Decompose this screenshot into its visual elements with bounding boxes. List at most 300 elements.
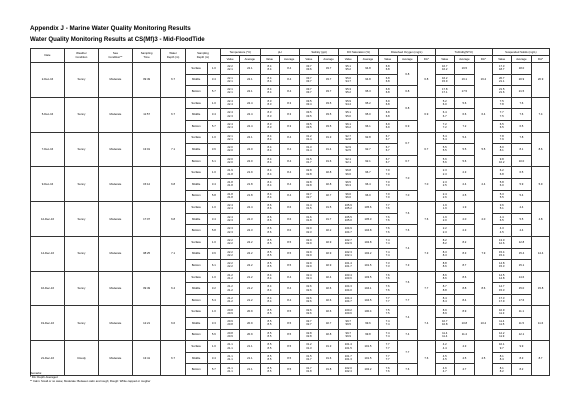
ss-average: 9.9 <box>511 341 531 353</box>
sampling-depth-cell: 1.0 <box>207 271 221 283</box>
salinity-average: 32.2 <box>318 225 338 237</box>
do-values: 7.6 7.6 <box>378 364 397 376</box>
ph-average: 8.5 <box>279 364 299 376</box>
temperature-average: 22.1 <box>240 74 260 86</box>
salinity-average: 31.6 <box>318 155 338 167</box>
level-cell: Bottom <box>185 260 207 272</box>
ph-value-header: Value <box>260 56 279 63</box>
temperature-average: 21.2 <box>240 283 260 295</box>
sampling-time-cell: 15:12 <box>132 167 161 202</box>
temperature-values: 22.4 22.4 <box>221 202 240 214</box>
ph-values: 8.5 8.5 <box>260 306 279 318</box>
do-saturation-values: 102.0 102.4 <box>339 364 358 376</box>
temperature-values: 22.1 22.1 <box>221 86 240 98</box>
ph-values: 8.4 8.4 <box>260 63 279 75</box>
ss-average: 12.1 <box>511 329 531 341</box>
temperature-values: 22.4 22.4 <box>221 97 240 109</box>
temperature-average: 20.9 <box>240 329 260 341</box>
temperature-average: 21.2 <box>240 294 260 306</box>
do-average-bottom: 7.6 <box>397 364 417 376</box>
temperature-values: 22.1 22.1 <box>221 132 240 144</box>
ss-da: 7.4 <box>532 97 550 132</box>
ph-average: 8.4 <box>279 74 299 86</box>
do-saturation-average: 100.4 <box>358 306 378 318</box>
do-values: 7.4 7.4 <box>378 248 397 260</box>
sampling-depth-cell: 1.0 <box>207 236 221 248</box>
page-subtitle: Water Quality Monitoring Results at CS(Mf)3 - Mid-FloodTide <box>30 36 205 43</box>
temperature-values: 20.8 20.9 <box>221 329 240 341</box>
temperature-values: 21.9 21.8 <box>221 167 240 179</box>
turbidity-average: 5.6 <box>454 97 474 109</box>
temperature-values: 21.1 21.1 <box>221 352 240 364</box>
temperature-average: 22.4 <box>240 202 260 214</box>
salinity-average: 31.3 <box>318 132 338 144</box>
temperature-average: 22.0 <box>240 144 260 156</box>
do-values: 7.6 7.6 <box>378 283 397 295</box>
temperature-average: 22.1 <box>240 63 260 75</box>
ss-average: 15.4 <box>511 248 531 260</box>
level-cell: Bottom <box>185 190 207 202</box>
remarks-title: Remarks: <box>30 371 42 375</box>
do-saturation-average: 96.1 <box>358 120 378 132</box>
sampling-depth-cell: 5.8 <box>207 225 221 237</box>
temperature-values: 21.8 21.8 <box>221 190 240 202</box>
turbidity-values: 16.2 15.9 <box>435 74 454 86</box>
ss-average: 8.2 <box>511 364 531 376</box>
salinity-values: 32.0 32.3 <box>299 225 318 237</box>
ss-da: 11.6 <box>532 306 550 341</box>
salinity-values: 32.7 32.7 <box>299 190 318 202</box>
ss-values: 12.2 11.9 <box>492 329 511 341</box>
do-da-header: DA* <box>418 56 436 63</box>
ph-values: 8.5 8.5 <box>260 248 279 260</box>
salinity-values: 32.8 32.8 <box>299 167 318 179</box>
ss-da: 5.9 <box>532 167 550 202</box>
ss-average: 5.9 <box>511 178 531 190</box>
salinity-average: 32.8 <box>318 167 338 179</box>
turbidity-average: 7.2 <box>454 120 474 132</box>
table-row <box>31 236 550 248</box>
do-saturation-values: 104.4 104.7 <box>339 294 358 306</box>
temperature-average: 22.4 <box>240 120 260 132</box>
do-saturation-values: 100.2 100.6 <box>339 306 358 318</box>
ph-values: 8.6 8.6 <box>260 225 279 237</box>
table-row <box>31 202 550 214</box>
salinity-average: 33.7 <box>318 63 338 75</box>
turbidity-values: 8.2 8.2 <box>435 236 454 248</box>
sampling-depth-cell: 1.0 <box>207 97 221 109</box>
do-values: 7.6 7.6 <box>378 225 397 237</box>
ss-average: 4.4 <box>511 225 531 237</box>
ss-average: 20.9 <box>511 74 531 86</box>
table-row <box>31 167 550 179</box>
do-values: 7.3 7.3 <box>378 260 397 272</box>
do-values: 6.8 6.8 <box>378 109 397 121</box>
ss-da: 15.8 <box>532 271 550 306</box>
temperature-values: 22.1 22.1 <box>221 74 240 86</box>
sampling-depth-cell: 6.1 <box>207 155 221 167</box>
turbidity-values: 5.2 6.0 <box>435 97 454 109</box>
ph-average: 8.6 <box>279 202 299 214</box>
ss-average: 14.6 <box>511 271 531 283</box>
weather-cell: Sunny <box>64 306 98 341</box>
date-cell: 7-Dec-16 <box>31 132 65 167</box>
salinity-values: 33.5 33.4 <box>299 97 318 109</box>
level-cell: Bottom <box>185 86 207 98</box>
table-row <box>31 132 550 144</box>
turbidity-values: 10.7 10.8 <box>435 318 454 330</box>
temperature-values: 21.1 21.1 <box>221 341 240 353</box>
temperature-average: 22.4 <box>240 97 260 109</box>
ss-average: 11.5 <box>511 318 531 330</box>
ss-values: 13.0 12.6 <box>492 236 511 248</box>
ss-values: 21.5 21.6 <box>492 86 511 98</box>
ph-average: 8.4 <box>279 271 299 283</box>
do-average-bottom: 6.8 <box>397 86 417 98</box>
sea-condition-cell: Moderate <box>98 132 132 167</box>
do-average: 7.4 <box>397 306 417 329</box>
ss-average: 6.5 <box>511 120 531 132</box>
sampling-depth-cell: 5.7 <box>207 120 221 132</box>
temperature-values: 22.0 22.0 <box>221 144 240 156</box>
salinity-values: 31.3 31.4 <box>299 144 318 156</box>
turbidity-average: 4.5 <box>454 352 474 364</box>
salinity-average: 31.8 <box>318 364 338 376</box>
turbidity-values: 2.2 2.3 <box>435 225 454 237</box>
dos-value-header: Value <box>339 56 358 63</box>
weather-cell: Sunny <box>64 97 98 132</box>
sampling-depth-cell: 1.0 <box>207 306 221 318</box>
sampling-time-cell: 13:01 <box>132 132 161 167</box>
level-cell: Surface <box>185 97 207 109</box>
ph-average: 8.5 <box>279 248 299 260</box>
do-saturation-average: 94.8 <box>358 63 378 75</box>
turbidity-average: 17.5 <box>454 86 474 98</box>
temperature-average: 22.1 <box>240 132 260 144</box>
level-cell: Middle <box>185 144 207 156</box>
turbidity-da: 16.4 <box>475 63 493 98</box>
salinity-average: 33.5 <box>318 120 338 132</box>
ph-values: 8.4 8.4 <box>260 190 279 202</box>
turbidity-average: 5.5 <box>454 144 474 156</box>
turbidity-values: 2.4 2.6 <box>435 190 454 202</box>
sea-condition-cell: Moderate <box>98 271 132 306</box>
temperature-values: 21.8 21.8 <box>221 178 240 190</box>
do-da: 6.9 <box>418 97 436 132</box>
ss-values: 15.4 15.4 <box>492 248 511 260</box>
salinity-values: 32.8 32.8 <box>299 329 318 341</box>
salinity-values: 32.9 32.9 <box>299 260 318 272</box>
temperature-average: 21.8 <box>240 178 260 190</box>
temperature-values: 21.2 21.2 <box>221 294 240 306</box>
header-date: Date <box>31 49 65 63</box>
turbidity-da: 6.4 <box>475 97 493 132</box>
do-saturation-values: 95.9 94.4 <box>339 97 358 109</box>
sampling-time-cell: 08:25 <box>132 236 161 271</box>
do-saturation-average: 92.1 <box>358 155 378 167</box>
ss-values: 11.4 11.5 <box>492 318 511 330</box>
date-cell: 9-Dec-16 <box>31 167 65 202</box>
ph-values: 8.4 8.4 <box>260 167 279 179</box>
do-saturation-values: 92.9 92.5 <box>339 144 358 156</box>
do-values: 7.5 7.5 <box>378 306 397 318</box>
turbidity-da: 4.5 <box>475 341 493 376</box>
ph-values: 8.4 8.4 <box>260 132 279 144</box>
sampling-depth-cell: 1.0 <box>207 202 221 214</box>
ph-average: 8.5 <box>279 318 299 330</box>
do-values: 7.7 7.7 <box>378 352 397 364</box>
weather-cell: Sunny <box>64 271 98 306</box>
do-average: 6.8 <box>397 97 417 120</box>
level-cell: Surface <box>185 167 207 179</box>
ss-values: 8.1 8.4 <box>492 352 511 364</box>
ph-values: 8.5 8.5 <box>260 260 279 272</box>
ss-average: 15.0 <box>511 283 531 295</box>
do-saturation-values: 99.7 99.5 <box>339 318 358 330</box>
date-cell: 2-Dec-16 <box>31 63 65 98</box>
sea-condition-cell: Moderate <box>98 341 132 376</box>
sampling-depth-cell: 3.4 <box>207 109 221 121</box>
do-average: 7.0 <box>397 167 417 190</box>
ss-average: 7.6 <box>511 109 531 121</box>
do-values: 6.8 6.8 <box>378 63 397 75</box>
do-saturation-average: 102.2 <box>358 364 378 376</box>
do-saturation-values: 103.4 103.6 <box>339 271 358 283</box>
ph-values: 8.5 8.5 <box>260 318 279 330</box>
do-saturation-values: 105.5 105.0 <box>339 213 358 225</box>
do-saturation-values: 105.9 105.2 <box>339 202 358 214</box>
salinity-average: 32.9 <box>318 248 338 260</box>
turbidity-average: 11.4 <box>454 329 474 341</box>
ph-average-header: Average <box>279 56 299 63</box>
ph-average: 8.5 <box>279 329 299 341</box>
ss-da: 14.4 <box>532 236 550 271</box>
do-values: 7.4 7.4 <box>378 329 397 341</box>
temperature-values: 22.4 22.3 <box>221 109 240 121</box>
weather-cell: Sunny <box>64 132 98 167</box>
table-row <box>31 271 550 283</box>
do-values: 7.4 7.4 <box>378 236 397 248</box>
ph-values: 8.4 8.4 <box>260 74 279 86</box>
do-values: 7.7 7.7 <box>378 294 397 306</box>
level-cell: Bottom <box>185 120 207 132</box>
do-saturation-average: 105.3 <box>358 213 378 225</box>
date-cell: 16-Dec-16 <box>31 271 65 306</box>
temp-average-header: Average <box>240 56 260 63</box>
level-cell: Surface <box>185 202 207 214</box>
ss-values: 17.3 17.9 <box>492 294 511 306</box>
sampling-depth-cell: 1.0 <box>207 63 221 75</box>
temperature-values: 21.2 21.2 <box>221 271 240 283</box>
temperature-average: 22.1 <box>240 86 260 98</box>
do-values: 7.6 7.6 <box>378 213 397 225</box>
water-depth-cell: 6.7 <box>161 63 185 98</box>
ss-values: 14.5 14.8 <box>492 271 511 283</box>
sal-average-header: Average <box>318 56 338 63</box>
turbidity-average: 8.4 <box>454 294 474 306</box>
sampling-time-cell: 09:49 <box>132 271 161 306</box>
ss-average: 11.1 <box>511 306 531 318</box>
ss-da: 8.6 <box>532 132 550 167</box>
do-average-bottom: 6.9 <box>397 120 417 132</box>
sampling-time-cell: 17:07 <box>132 202 161 237</box>
header-salinity: Salinity (ppt) <box>299 49 338 56</box>
do-da: 7.0 <box>418 167 436 202</box>
turbidity-average: 8.8 <box>454 283 474 295</box>
sea-condition-cell: Moderate <box>98 236 132 271</box>
date-cell: 19-Dec-16 <box>31 306 65 341</box>
sampling-time-cell: 11:57 <box>132 97 161 132</box>
turbidity-average: 6.6 <box>454 109 474 121</box>
turbidity-average: 8.9 <box>454 306 474 318</box>
temperature-values: 22.4 22.4 <box>221 120 240 132</box>
ss-average: 7.8 <box>511 132 531 144</box>
level-cell: Middle <box>185 74 207 86</box>
remarks-note-da: * DA: Depth-Averaged <box>30 375 58 380</box>
turbidity-values: 4.6 4.7 <box>435 364 454 376</box>
ss-values: 7.7 7.5 <box>492 109 511 121</box>
salinity-values: 33.5 33.5 <box>299 109 318 121</box>
level-cell: Surface <box>185 132 207 144</box>
do-saturation-average: 95.3 <box>358 86 378 98</box>
ph-values: 8.3 8.3 <box>260 97 279 109</box>
turbidity-values: 5.5 5.5 <box>435 144 454 156</box>
header-water-depth: Water Depth (m) <box>161 49 185 63</box>
ss-average: 12.8 <box>511 236 531 248</box>
do-saturation-average: 103.5 <box>358 271 378 283</box>
temperature-values: 22.2 22.2 <box>221 248 240 260</box>
turbidity-value-header: Value <box>435 56 454 63</box>
salinity-average: 33.7 <box>318 74 338 86</box>
ph-values: 8.5 8.5 <box>260 352 279 364</box>
sampling-depth-cell: 6.1 <box>207 260 221 272</box>
ph-values: 8.4 8.4 <box>260 283 279 295</box>
temperature-average: 21.2 <box>240 271 260 283</box>
header-suspended-solids: Suspended Solids (mg/L) <box>492 49 549 56</box>
turbidity-da-header: DA* <box>475 56 493 63</box>
ss-values: 10.1 9.7 <box>492 341 511 353</box>
salinity-average: 32.6 <box>318 306 338 318</box>
salinity-average: 32.6 <box>318 283 338 295</box>
sampling-depth-cell: 3.4 <box>207 213 221 225</box>
do-average: 6.8 <box>397 63 417 86</box>
do-saturation-average: 104.1 <box>358 283 378 295</box>
salinity-values: 31.5 31.7 <box>299 155 318 167</box>
level-cell: Middle <box>185 213 207 225</box>
turbidity-values: 17.8 17.1 <box>435 86 454 98</box>
sampling-depth-cell: 1.0 <box>207 341 221 353</box>
water-depth-cell: 6.8 <box>161 202 185 237</box>
ss-values: 3.6 5.1 <box>492 202 511 214</box>
ph-average: 8.4 <box>279 132 299 144</box>
salinity-values: 31.2 31.4 <box>299 132 318 144</box>
header-do-saturation: DO Saturation (%) <box>339 49 378 56</box>
salinity-values: 31.6 31.8 <box>299 213 318 225</box>
header-weather: Weather Condition <box>64 49 98 63</box>
sampling-depth-cell: 3.6 <box>207 248 221 260</box>
ph-values: 8.4 8.4 <box>260 155 279 167</box>
ss-da: 8.7 <box>532 341 550 376</box>
ph-values: 8.4 8.4 <box>260 271 279 283</box>
do-saturation-average: 92.7 <box>358 144 378 156</box>
turbidity-average-header: Average <box>454 56 474 63</box>
temperature-average: 21.1 <box>240 352 260 364</box>
do-saturation-average: 101.5 <box>358 260 378 272</box>
ss-values: 4.3 4.5 <box>492 225 511 237</box>
temperature-average: 22.2 <box>240 236 260 248</box>
sampling-depth-cell: 3.4 <box>207 178 221 190</box>
sampling-time-cell: 09:49 <box>132 63 161 98</box>
turbidity-values: 1.9 1.9 <box>435 202 454 214</box>
ph-average: 8.5 <box>279 236 299 248</box>
ss-average: 5.4 <box>511 190 531 202</box>
ph-values: 8.5 8.5 <box>260 329 279 341</box>
level-cell: Bottom <box>185 329 207 341</box>
header-temperature: Temperature (°C) <box>221 49 260 56</box>
header-ph: pH <box>260 49 299 56</box>
sampling-depth-cell: 3.4 <box>207 352 221 364</box>
ss-average: 15.1 <box>511 260 531 272</box>
ss-da: 4.8 <box>532 202 550 237</box>
table-row <box>31 306 550 318</box>
do-values: 7.4 7.4 <box>378 318 397 330</box>
sea-condition-cell: Moderate <box>98 63 132 98</box>
turbidity-average: 2.3 <box>454 225 474 237</box>
do-average: 6.7 <box>397 132 417 155</box>
level-cell: Surface <box>185 63 207 75</box>
ph-values: 8.6 8.6 <box>260 202 279 214</box>
salinity-values: 31.5 31.7 <box>299 352 318 364</box>
do-saturation-average: 99.6 <box>358 318 378 330</box>
ss-values: 14.8 15.3 <box>492 260 511 272</box>
turbidity-average: 2.3 <box>454 167 474 179</box>
do-da: 7.6 <box>418 341 436 376</box>
ss-average: 18.0 <box>511 63 531 75</box>
ph-values: 8.5 8.5 <box>260 236 279 248</box>
do-values: 6.9 6.8 <box>378 97 397 109</box>
do-average-bottom: 7.4 <box>397 329 417 341</box>
sampling-depth-cell: 5.6 <box>207 329 221 341</box>
header-sampling-time: Sampling Time <box>132 49 161 63</box>
salinity-values: 31.2 31.3 <box>299 341 318 353</box>
turbidity-average: 5.4 <box>454 132 474 144</box>
turbidity-da: 2.0 <box>475 202 493 237</box>
do-average-bottom: 6.7 <box>397 155 417 167</box>
ph-values: 8.4 8.4 <box>260 294 279 306</box>
turbidity-values: 8.9 8.9 <box>435 306 454 318</box>
do-saturation-values: 96.5 96.3 <box>339 178 358 190</box>
temperature-values: 22.3 22.3 <box>221 225 240 237</box>
sampling-depth-cell: 1.0 <box>207 132 221 144</box>
temperature-average: 22.2 <box>240 260 260 272</box>
ph-values: 8.4 8.4 <box>260 86 279 98</box>
temperature-average: 21.9 <box>240 167 260 179</box>
level-cell: Bottom <box>185 225 207 237</box>
do-saturation-values: 99.7 99.9 <box>339 329 358 341</box>
salinity-average: 31.7 <box>318 213 338 225</box>
do-saturation-average: 99.8 <box>358 329 378 341</box>
ss-average: 17.6 <box>511 294 531 306</box>
do-saturation-average: 96.4 <box>358 178 378 190</box>
dos-average-header: Average <box>358 56 378 63</box>
turbidity-values: 6.4 6.7 <box>435 109 454 121</box>
sampling-depth-cell: 3.4 <box>207 74 221 86</box>
weather-cell: Sunny <box>64 236 98 271</box>
turbidity-average: 16.1 <box>454 74 474 86</box>
salinity-average: 31.5 <box>318 202 338 214</box>
turbidity-values: 11.4 11.4 <box>435 329 454 341</box>
do-saturation-values: 104.9 104.7 <box>339 225 358 237</box>
